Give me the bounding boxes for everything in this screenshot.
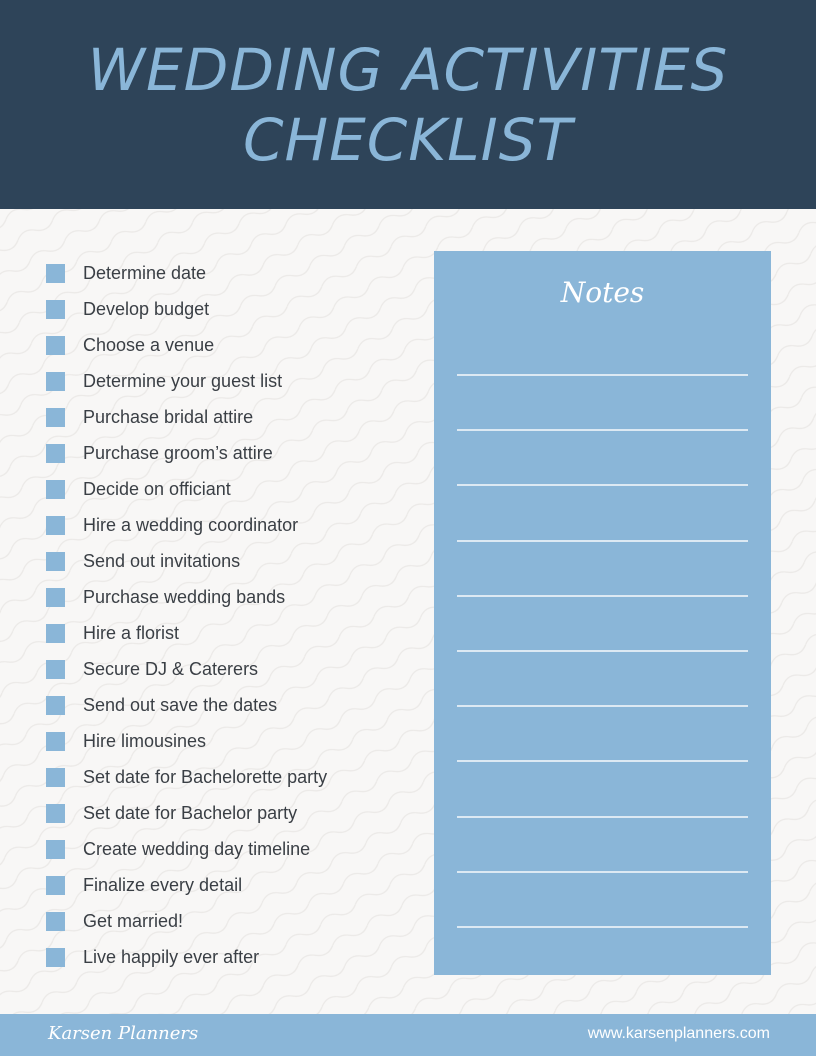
checklist-item[interactable] bbox=[46, 507, 327, 543]
notes-line[interactable] bbox=[457, 650, 748, 652]
checklist-item-label: Purchase groom’s attire bbox=[83, 442, 273, 463]
checkbox[interactable] bbox=[46, 768, 65, 787]
checkbox[interactable] bbox=[46, 480, 65, 499]
checklist-item-label: Set date for Bachelorette party bbox=[83, 766, 328, 787]
checkbox[interactable] bbox=[46, 948, 65, 967]
checklist-item-label: Purchase wedding bands bbox=[83, 586, 286, 607]
checklist-item[interactable] bbox=[46, 723, 327, 759]
checklist-item[interactable] bbox=[46, 471, 327, 507]
notes-line[interactable] bbox=[457, 705, 748, 707]
checklist-item[interactable] bbox=[46, 795, 327, 831]
checkbox[interactable] bbox=[46, 552, 65, 571]
checklist-item-label: Set date for Bachelor party bbox=[83, 802, 298, 823]
notes-line[interactable] bbox=[457, 926, 748, 928]
checklist-item-label: Hire a florist bbox=[83, 622, 180, 643]
notes-title: Notes bbox=[560, 276, 645, 309]
checklist-item-label: Choose a venue bbox=[83, 334, 215, 355]
checklist-item-label: Purchase bridal attire bbox=[83, 406, 254, 427]
checklist-item[interactable] bbox=[46, 687, 327, 723]
notes-line[interactable] bbox=[457, 484, 748, 486]
footer bbox=[0, 1014, 816, 1056]
checklist-item-label: Decide on officiant bbox=[83, 478, 231, 499]
checklist-item-label: Finalize every detail bbox=[83, 874, 243, 895]
notes-line[interactable] bbox=[457, 595, 748, 597]
checkbox[interactable] bbox=[46, 372, 65, 391]
checkbox[interactable] bbox=[46, 300, 65, 319]
checkbox[interactable] bbox=[46, 516, 65, 535]
checklist-item[interactable] bbox=[46, 831, 327, 867]
checklist bbox=[46, 255, 327, 975]
checkbox[interactable] bbox=[46, 732, 65, 751]
checkbox[interactable] bbox=[46, 264, 65, 283]
checklist-item[interactable] bbox=[46, 543, 327, 579]
checkbox[interactable] bbox=[46, 624, 65, 643]
notes-line[interactable] bbox=[457, 871, 748, 873]
footer-url[interactable]: www.karsenplanners.com bbox=[587, 1025, 770, 1042]
checkbox[interactable] bbox=[46, 912, 65, 931]
checklist-item-label: Get married! bbox=[83, 910, 184, 931]
checklist-item-label: Create wedding day timeline bbox=[83, 838, 311, 859]
notes-line[interactable] bbox=[457, 374, 748, 376]
checklist-item-label: Send out invitations bbox=[83, 550, 241, 571]
checklist-item-label: Live happily ever after bbox=[83, 946, 260, 967]
notes-panel bbox=[434, 251, 771, 975]
checklist-item[interactable] bbox=[46, 579, 327, 615]
checkbox[interactable] bbox=[46, 444, 65, 463]
notes-line[interactable] bbox=[457, 816, 748, 818]
footer-brand: Karsen Planners bbox=[48, 1023, 199, 1044]
checklist-item[interactable] bbox=[46, 651, 327, 687]
checkbox[interactable] bbox=[46, 876, 65, 895]
checkbox[interactable] bbox=[46, 408, 65, 427]
checkbox[interactable] bbox=[46, 588, 65, 607]
checklist-item-label: Hire limousines bbox=[83, 730, 207, 751]
notes-line[interactable] bbox=[457, 760, 748, 762]
checkbox[interactable] bbox=[46, 660, 65, 679]
checklist-item-label: Hire a wedding coordinator bbox=[83, 514, 299, 535]
checklist-item-label: Secure DJ & Caterers bbox=[83, 658, 259, 679]
checklist-item[interactable] bbox=[46, 363, 327, 399]
checklist-item[interactable] bbox=[46, 615, 327, 651]
notes-line[interactable] bbox=[457, 540, 748, 542]
checklist-item[interactable] bbox=[46, 759, 327, 795]
checklist-item[interactable] bbox=[46, 867, 327, 903]
checklist-item[interactable] bbox=[46, 327, 327, 363]
checklist-item[interactable] bbox=[46, 291, 327, 327]
checklist-item[interactable] bbox=[46, 903, 327, 939]
checklist-item-label: Determine your guest list bbox=[83, 370, 283, 391]
checkbox[interactable] bbox=[46, 336, 65, 355]
page-title: WEDDING ACTIVITIES CHECKLIST bbox=[87, 35, 729, 174]
header-banner bbox=[0, 0, 816, 209]
checklist-item-label: Determine date bbox=[83, 262, 207, 283]
checklist-item[interactable] bbox=[46, 255, 327, 291]
checklist-item[interactable] bbox=[46, 399, 327, 435]
checklist-item-label: Send out save the dates bbox=[83, 694, 278, 715]
checkbox[interactable] bbox=[46, 696, 65, 715]
checklist-item[interactable] bbox=[46, 939, 327, 975]
checklist-item[interactable] bbox=[46, 435, 327, 471]
checkbox[interactable] bbox=[46, 804, 65, 823]
notes-line[interactable] bbox=[457, 429, 748, 431]
checklist-item-label: Develop budget bbox=[83, 298, 210, 319]
checkbox[interactable] bbox=[46, 840, 65, 859]
